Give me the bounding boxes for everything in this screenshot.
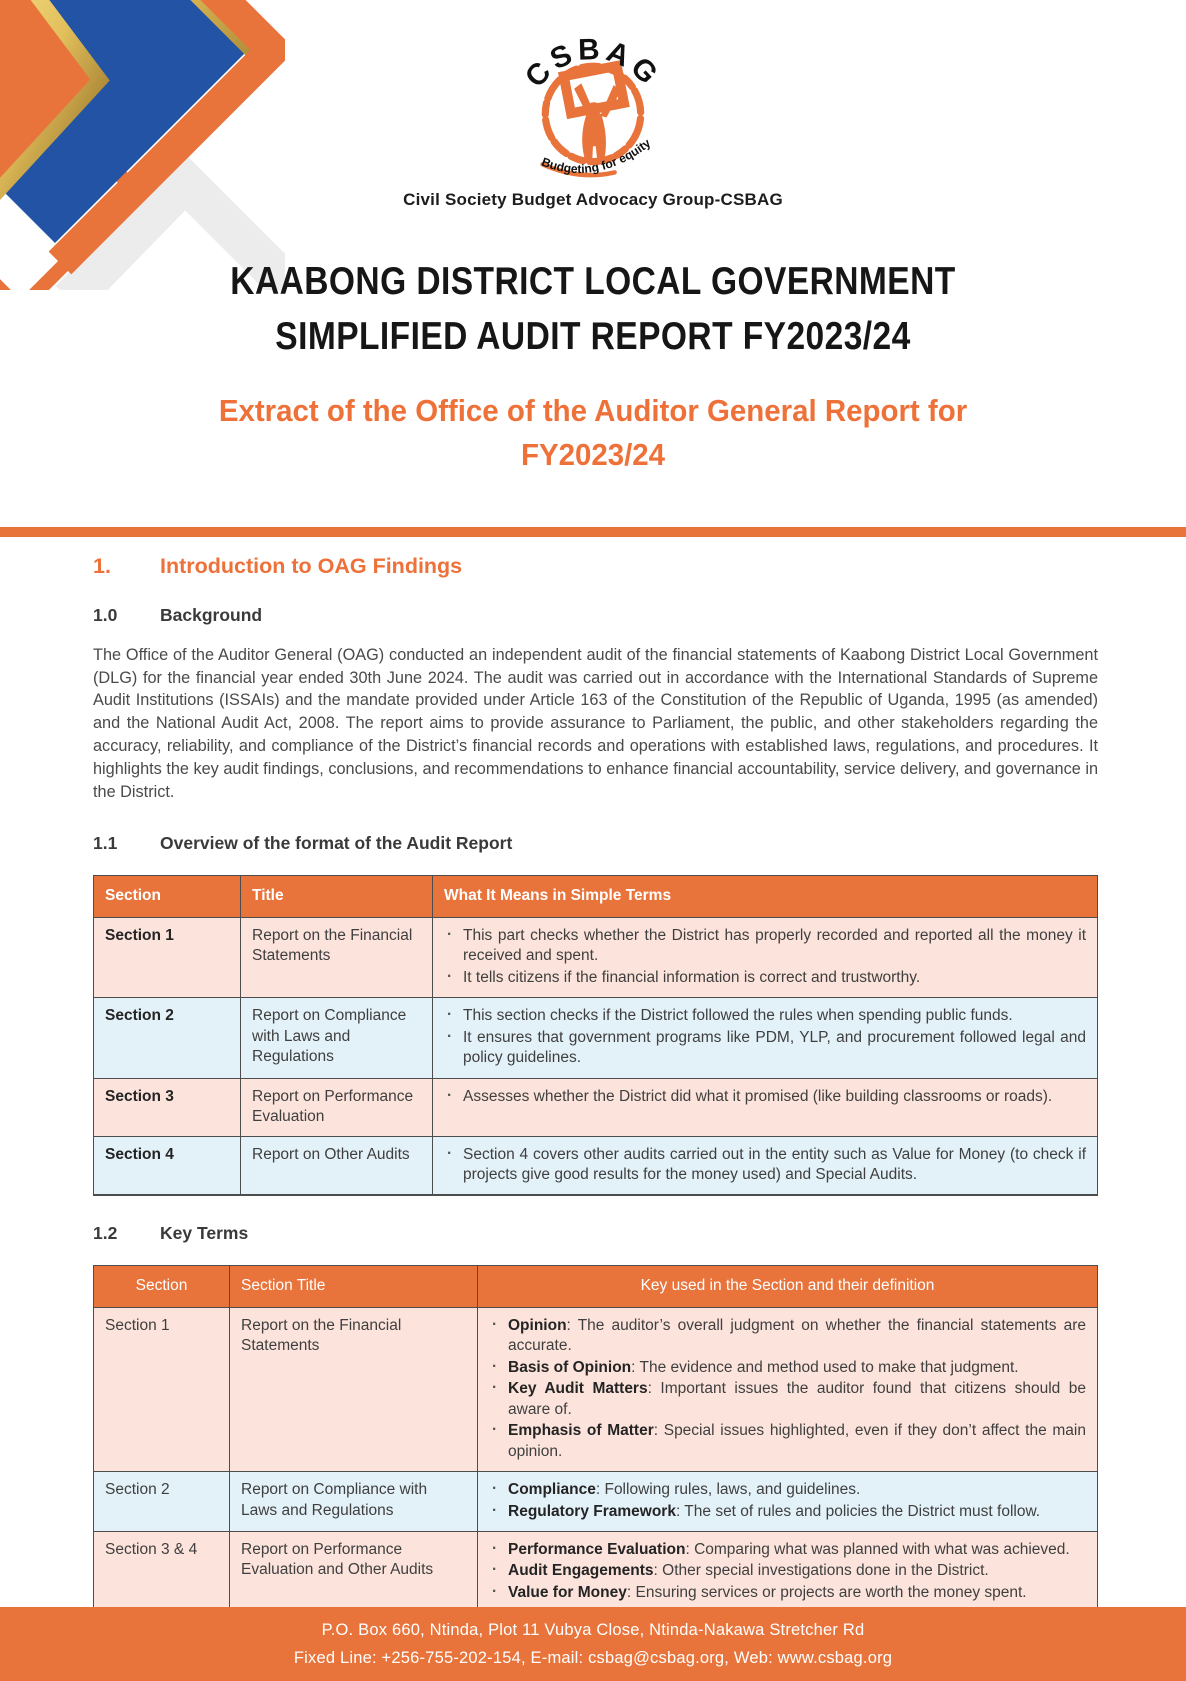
definition-cell (478, 1472, 1098, 1532)
definition: : Other special investigations done in the District. (653, 1562, 989, 1580)
bullet-item: · Section 4 covers other audits carried out in the entity such as Value for Money (to check if projects give good results for the money used) and Special Audits. (444, 1145, 1086, 1186)
page-footer (0, 1607, 1186, 1681)
term: Key Audit Matters (508, 1380, 648, 1398)
csbag-logo (503, 20, 683, 188)
table-row (94, 1307, 1098, 1471)
heading-overview (93, 833, 1098, 854)
bullet-item: · Assesses whether the District did what it promised (like building classrooms or roads). (444, 1087, 1086, 1107)
section-divider (0, 527, 1186, 537)
logo-tagline: Budgeting for equity (539, 135, 654, 177)
section-cell: Section 2 (94, 1472, 230, 1532)
bullet-item (489, 1316, 1086, 1357)
definition: : The set of rules and policies the District must follow. (675, 1502, 1041, 1520)
section-cell: Section 3 & 4 (94, 1531, 230, 1613)
bullet-item (489, 1502, 1086, 1522)
header-cell-meaning: What It Means in Simple Terms (433, 876, 1098, 917)
footer-contacts: Fixed Line: +256-755-202-154, E-mail: csbag@csbag.org, Web: www.csbag.org (293, 1648, 893, 1667)
header-cell-section-title: Section Title (230, 1266, 478, 1307)
section-heading-intro (93, 554, 1098, 579)
table-header-row (94, 1266, 1098, 1307)
report-subtitle: Extract of the Office of the Auditor General Report for FY2023/24 (218, 392, 968, 472)
definition: : Special issues highlighted, even if they don’t affect the main opinion. (508, 1422, 1086, 1460)
heading-number: 1.0 (93, 604, 118, 625)
bullet-item (489, 1358, 1086, 1378)
bullet-item: · This part checks whether the District has properly recorded and reported all the money it received and spent. (444, 926, 1086, 967)
heading-title: Background (160, 604, 263, 625)
heading-number: 1.2 (93, 1223, 118, 1244)
definition: : The auditor’s overall judgment on whether the financial statements are accurate. (508, 1316, 1086, 1355)
definition: : The evidence and method used to make that judgment. (631, 1358, 1019, 1376)
title-cell: Report on Other Audits (241, 1136, 433, 1195)
page-content (0, 554, 1186, 1615)
table-row (94, 1078, 1098, 1136)
term: Value for Money (508, 1583, 627, 1601)
table-row (94, 1472, 1098, 1532)
title-cell: Report on Compliance with Laws and Regulations (241, 998, 433, 1078)
definition: : Important issues the auditor found that citizens should be aware of. (508, 1380, 1086, 1418)
term: Opinion (508, 1316, 567, 1334)
report-title-line2: SIMPLIFIED AUDIT REPORT FY2023/24 (275, 315, 911, 359)
section-title: Introduction to OAG Findings (160, 553, 463, 578)
table-header-row (94, 876, 1098, 917)
table-row (94, 1136, 1098, 1195)
section-cell: Section 1 (94, 1307, 230, 1471)
audit-format-table (93, 875, 1098, 1196)
header-cell-section: Section (94, 1266, 230, 1307)
background-paragraph: The Office of the Auditor General (OAG) conducted an independent audit of the financial statements of Kaabong District Local Government (DLG) for the financial year ended 30th June 2024. The audit was carried out in accordance with the International Standards of Supreme Audit Institutions (ISSAIs) and the mandate provided under Article 163 of the Constitution of the Republic of Uganda, 1995 (as amended) and the National Audit Act, 2008. The report aims to provide assurance to Parliament, the public, and other stakeholders regarding the accuracy, reliability, and compliance of the District’s financial records and operations with established laws, regulations, and procedures. It highlights the key audit findings, conclusions, and recommendations to enhance financial accountability, service delivery, and governance in the District. (93, 645, 1098, 801)
title-cell: Report on Performance Evaluation and Other Audits (230, 1531, 478, 1613)
bullet-item: · It tells citizens if the financial information is correct and trustworthy. (444, 968, 1086, 988)
term: Compliance (508, 1481, 596, 1499)
bullet-item (489, 1583, 1086, 1603)
heading-number: 1.1 (93, 833, 118, 854)
section-cell: Section 3 (94, 1078, 241, 1136)
section-cell: Section 4 (94, 1136, 241, 1195)
footer-address: P.O. Box 660, Ntinda, Plot 11 Vubya Close, Ntinda-Nakawa Stretcher Rd (321, 1620, 865, 1639)
definition: : Following rules, laws, and guidelines. (595, 1481, 861, 1499)
bullet-item (489, 1480, 1086, 1500)
definition-cell (478, 1531, 1098, 1613)
logo-arc-text: CSBAG (518, 32, 668, 94)
header-cell-keys: Key used in the Section and their definition (478, 1266, 1098, 1307)
title-cell: Report on the Financial Statements (241, 917, 433, 997)
section-cell: Section 1 (94, 917, 241, 997)
header-cell-section: Section (94, 876, 241, 917)
key-terms-table (93, 1265, 1098, 1614)
bullet-item (489, 1540, 1086, 1560)
meaning-cell (433, 1136, 1098, 1195)
logo-person (574, 83, 621, 162)
table-row (94, 1531, 1098, 1613)
heading-background (93, 605, 1098, 626)
term: Performance Evaluation (508, 1540, 686, 1558)
section-cell: Section 2 (94, 998, 241, 1078)
corner-decoration (0, 0, 285, 290)
section-number: 1. (93, 553, 111, 578)
definition-cell (478, 1307, 1098, 1471)
table-row (94, 998, 1098, 1078)
bullet-item: · It ensures that government programs like PDM, YLP, and procurement followed legal and policy guidelines. (444, 1028, 1086, 1069)
definition: : Comparing what was planned with what was achieved. (685, 1540, 1070, 1558)
bullet-item (489, 1421, 1086, 1462)
title-cell: Report on Compliance with Laws and Regulations (230, 1472, 478, 1532)
bullet-item (489, 1379, 1086, 1420)
term: Audit Engagements (508, 1562, 654, 1580)
heading-key-terms (93, 1223, 1098, 1244)
header-cell-title: Title (241, 876, 433, 917)
report-title-line1: KAABONG DISTRICT LOCAL GOVERNMENT (230, 260, 956, 303)
heading-title: Overview of the format of the Audit Report (160, 833, 513, 854)
meaning-cell (433, 998, 1098, 1078)
meaning-cell (433, 917, 1098, 997)
bullet-item (489, 1561, 1086, 1581)
term: Regulatory Framework (508, 1502, 676, 1520)
table-row (94, 917, 1098, 997)
report-title (163, 254, 1023, 365)
bullet-item: · This section checks if the District followed the rules when spending public funds. (444, 1006, 1086, 1026)
term: Basis of Opinion (508, 1358, 632, 1376)
title-cell: Report on the Financial Statements (230, 1307, 478, 1471)
definition: : Ensuring services or projects are worth the money spent. (626, 1583, 1027, 1601)
term: Emphasis of Matter (508, 1422, 654, 1440)
org-name: Civil Society Budget Advocacy Group-CSBAG (403, 190, 783, 209)
meaning-cell (433, 1078, 1098, 1136)
heading-title: Key Terms (160, 1223, 249, 1244)
title-cell: Report on Performance Evaluation (241, 1078, 433, 1136)
